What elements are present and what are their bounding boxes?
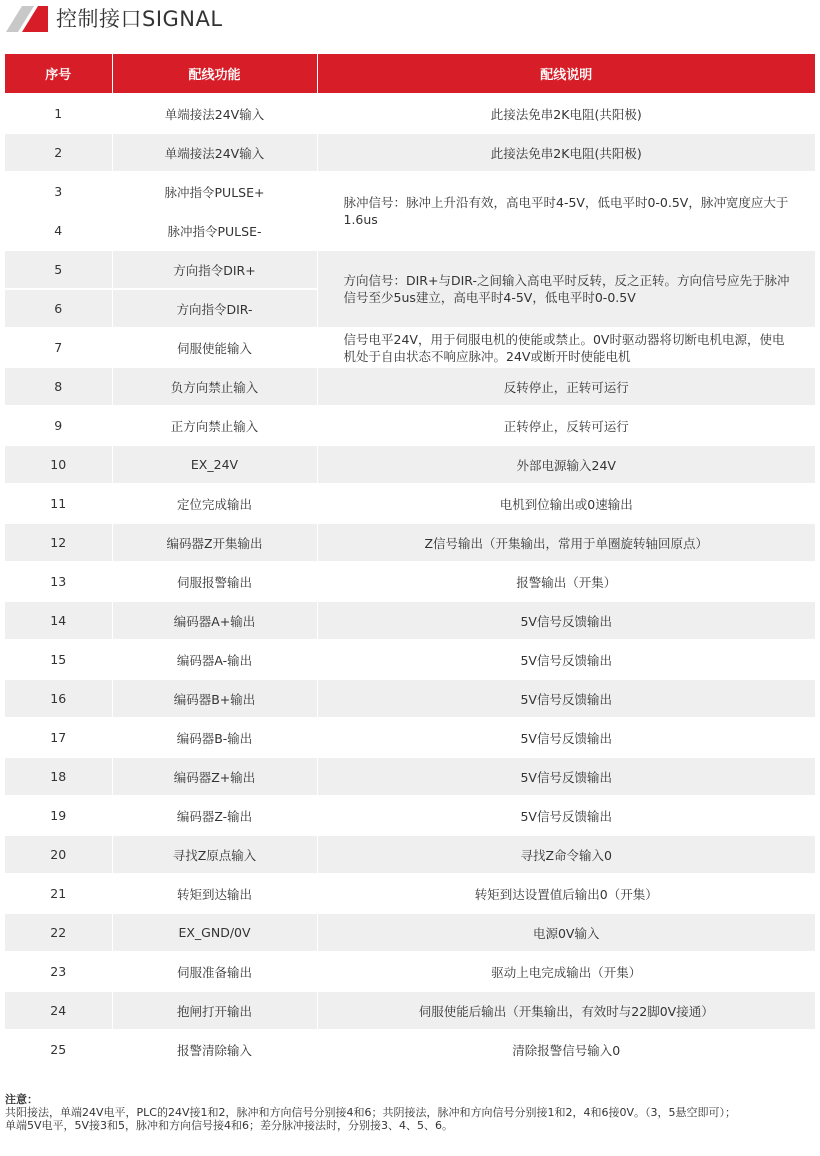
row-function: 定位完成输出: [112, 484, 317, 523]
header-function: 配线功能: [112, 54, 317, 94]
table-row: [5, 913, 815, 952]
row-no: 7: [5, 328, 112, 367]
header-no: 序号: [5, 54, 112, 94]
table-row: [5, 367, 815, 406]
row-no: 2: [5, 133, 112, 172]
row-function: 编码器A+输出: [112, 601, 317, 640]
row-description: 寻找Z命令输入0: [317, 835, 815, 874]
row-description: 5V信号反馈输出: [317, 679, 815, 718]
table-row: [5, 445, 815, 484]
table-row: [5, 133, 815, 172]
row-function: 伺服使能输入: [112, 328, 317, 367]
table-row: [5, 796, 815, 835]
row-no: 22: [5, 913, 112, 952]
row-function: 伺服报警输出: [112, 562, 317, 601]
row-description: 5V信号反馈输出: [317, 757, 815, 796]
row-description: 方向信号：DIR+与DIR-之间输入高电平时反转，反之正转。方向信号应先于脉冲信号至少5us建立，高电平时4-5V，低电平时0-0.5V: [317, 250, 815, 328]
row-function: 方向指令DIR-: [112, 289, 317, 328]
table-row: [5, 94, 815, 133]
row-no: 19: [5, 796, 112, 835]
table-row: [5, 679, 815, 718]
header-description: 配线说明: [317, 54, 815, 94]
table-row: [5, 250, 815, 289]
row-description: 驱动上电完成输出（开集）: [317, 952, 815, 991]
row-description: Z信号输出（开集输出，常用于单圈旋转轴回原点）: [317, 523, 815, 562]
notes-line-2: 单端5V电平，5V接3和5，脉冲和方向信号接4和6；差分脉冲接法时，分别接3、4、5、6。: [5, 1119, 454, 1132]
row-function: 编码器A-输出: [112, 640, 317, 679]
row-no: 25: [5, 1030, 112, 1068]
table-row: [5, 835, 815, 874]
table-row: [5, 757, 815, 796]
row-no: 8: [5, 367, 112, 406]
row-function: 编码器Z-输出: [112, 796, 317, 835]
row-description: 此接法免串2K电阻(共阳极): [317, 133, 815, 172]
row-description: 反转停止，正转可运行: [317, 367, 815, 406]
table-row: [5, 523, 815, 562]
notes-title: 注意：: [5, 1093, 38, 1106]
row-no: 11: [5, 484, 112, 523]
table-row: [5, 328, 815, 367]
row-no: 12: [5, 523, 112, 562]
row-function: EX_24V: [112, 445, 317, 484]
row-description: 5V信号反馈输出: [317, 718, 815, 757]
page-title: 控制接口SIGNAL: [56, 7, 223, 31]
row-no: 4: [5, 211, 112, 250]
row-function: 正方向禁止输入: [112, 406, 317, 445]
brand-mark-icon: [6, 6, 48, 32]
row-no: 16: [5, 679, 112, 718]
row-description: 电机到位输出或0速输出: [317, 484, 815, 523]
signal-table: [5, 54, 815, 1068]
row-function: 编码器B+输出: [112, 679, 317, 718]
row-description: 5V信号反馈输出: [317, 796, 815, 835]
row-no: 21: [5, 874, 112, 913]
row-description: 脉冲信号：脉冲上升沿有效，高电平时4-5V，低电平时0-0.5V，脉冲宽度应大于1.6us: [317, 172, 815, 250]
table-row: [5, 991, 815, 1030]
row-description: 外部电源输入24V: [317, 445, 815, 484]
row-description: 电源0V输入: [317, 913, 815, 952]
table-header-row: [5, 54, 815, 94]
row-no: 15: [5, 640, 112, 679]
row-no: 6: [5, 289, 112, 328]
row-description: 清除报警信号输入0: [317, 1030, 815, 1068]
table-row: [5, 1030, 815, 1068]
row-function: 寻找Z原点输入: [112, 835, 317, 874]
notes-section: [5, 1093, 817, 1132]
row-no: 1: [5, 94, 112, 133]
row-no: 18: [5, 757, 112, 796]
table-row: [5, 874, 815, 913]
row-no: 10: [5, 445, 112, 484]
row-no: 14: [5, 601, 112, 640]
row-description: 转矩到达设置值后输出0（开集）: [317, 874, 815, 913]
row-description: 报警输出（开集）: [317, 562, 815, 601]
page-header: [6, 6, 223, 32]
row-no: 5: [5, 250, 112, 289]
row-no: 13: [5, 562, 112, 601]
row-function: 伺服准备输出: [112, 952, 317, 991]
row-description: 5V信号反馈输出: [317, 640, 815, 679]
row-no: 23: [5, 952, 112, 991]
row-no: 9: [5, 406, 112, 445]
row-function: 报警清除输入: [112, 1030, 317, 1068]
row-function: 编码器Z开集输出: [112, 523, 317, 562]
row-no: 3: [5, 172, 112, 211]
row-description: 伺服使能后输出（开集输出，有效时与22脚0V接通）: [317, 991, 815, 1030]
table-row: [5, 484, 815, 523]
row-function: 单端接法24V输入: [112, 94, 317, 133]
row-function: 抱闸打开输出: [112, 991, 317, 1030]
row-description: 正转停止，反转可运行: [317, 406, 815, 445]
table-row: [5, 406, 815, 445]
table-row: [5, 718, 815, 757]
row-function: EX_GND/0V: [112, 913, 317, 952]
table-row: [5, 601, 815, 640]
row-no: 17: [5, 718, 112, 757]
row-description: 信号电平24V，用于伺服电机的使能或禁止。0V时驱动器将切断电机电源，使电机处于自由状态不响应脉冲。24V或断开时使能电机: [317, 328, 815, 367]
table-row: [5, 952, 815, 991]
row-no: 24: [5, 991, 112, 1030]
row-function: 脉冲指令PULSE-: [112, 211, 317, 250]
row-function: 转矩到达输出: [112, 874, 317, 913]
row-function: 负方向禁止输入: [112, 367, 317, 406]
row-description: 5V信号反馈输出: [317, 601, 815, 640]
row-function: 编码器B-输出: [112, 718, 317, 757]
table-row: [5, 172, 815, 211]
row-function: 脉冲指令PULSE+: [112, 172, 317, 211]
row-function: 方向指令DIR+: [112, 250, 317, 289]
notes-line-1: 共阳接法，单端24V电平，PLC的24V接1和2，脉冲和方向信号分别接4和6；共阴接法，脉冲和方向信号分别接1和2，4和6接0V。（3，5悬空即可）；: [5, 1106, 736, 1119]
row-function: 单端接法24V输入: [112, 133, 317, 172]
table-row: [5, 562, 815, 601]
row-function: 编码器Z+输出: [112, 757, 317, 796]
table-row: [5, 640, 815, 679]
row-no: 20: [5, 835, 112, 874]
row-description: 此接法免串2K电阻(共阳极): [317, 94, 815, 133]
